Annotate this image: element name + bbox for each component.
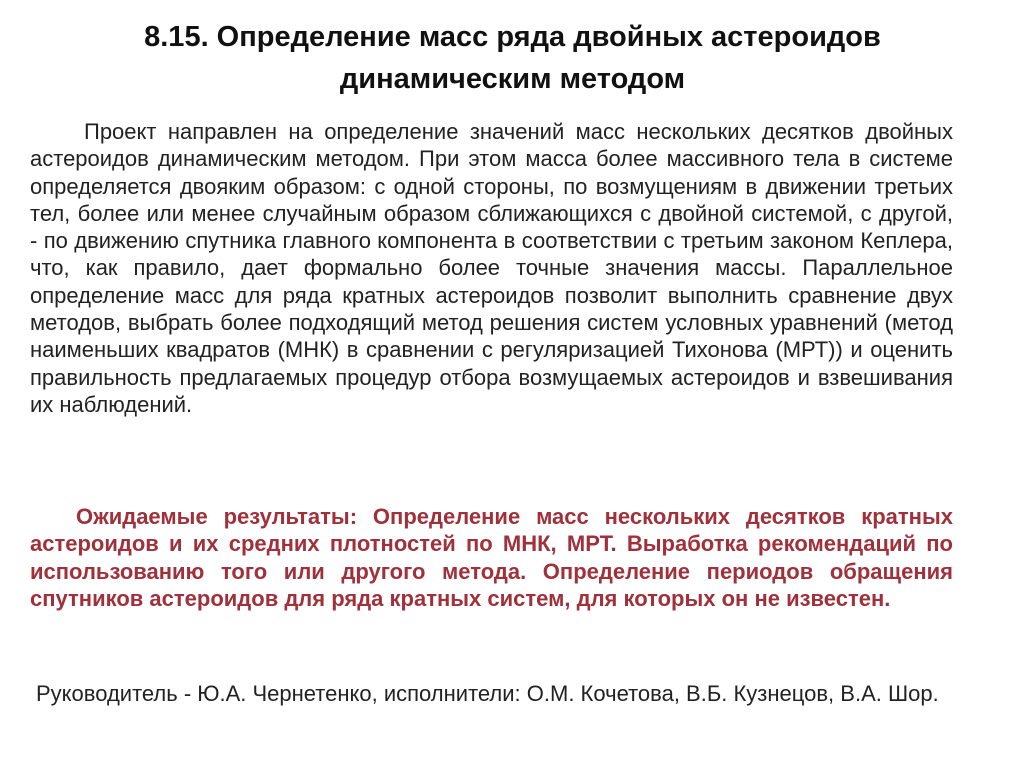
project-credits: Руководитель - Ю.А. Чернетенко, исполнители: О.М. Кочетова, В.Б. Кузнецов, В.А. Шор. — [36, 681, 939, 706]
project-description: Проект направлен на определение значений масс нескольких десятков двойных астероидов динамическим методом. При этом масса более массивного тела в системе определяется двояким образом: с одной стороны, по возмущениям в движении третьих тел, более или менее случайным образом сближающихся с двойной системой, с другой, - по движению спутника главного компонента в соответствии с третьим законом Кеплера, что, как правило, дает формально более точные значения массы. Параллельное определение масс для ряда кратных астероидов позволит выполнить сравнение двух методов, выбрать более подходящий метод решения систем условных уравнений (метод наименьших квадратов (МНК) в сравнении с регуляризацией Тихонова (МРТ)) и оценить правильность предлагаемых процедур отбора возмущаемых астероидов и взвешивания их наблюдений. — [30, 119, 953, 417]
title-line-1: 8.15. Определение масс ряда двойных астероидов — [144, 21, 881, 53]
title-line-2: динамическим методом — [339, 63, 686, 95]
expected-results: Ожидаемые результаты: Определение масс нескольких десятков кратных астероидов и их средних плотностей по МНК, МРТ. Выработка рекомендаций по использованию того или другого метода. Определение периодов обращения спутников астероидов для ряда кратных систем, для которых он не известен. — [30, 504, 953, 611]
slide-title — [60, 16, 965, 100]
